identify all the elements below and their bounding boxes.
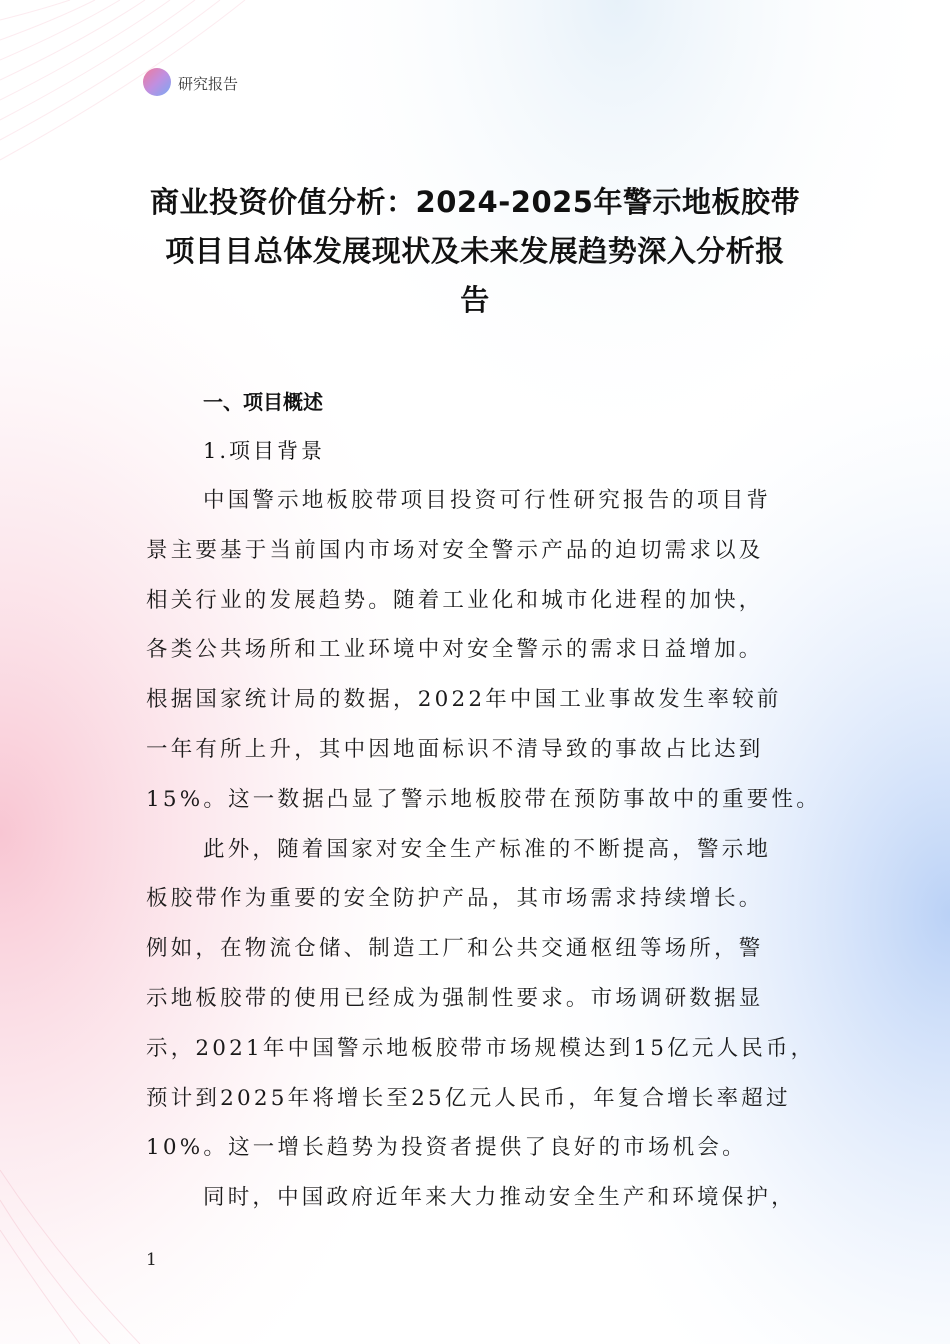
paragraph-line: 同时，中国政府近年来大力推动安全生产和环境保护， [203, 1185, 796, 1211]
title-line: 项目目总体发展现状及未来发展趋势深入分析报 [165, 234, 785, 268]
paragraph-line: 根据国家统计局的数据，2022年中国工业事故发生率较前 [146, 687, 782, 713]
paragraph-line: 中国警示地板胶带项目投资可行性研究报告的项目背 [203, 488, 772, 513]
paragraph-line: 板胶带作为重要的安全防护产品，其市场需求持续增长。 [146, 886, 764, 912]
paragraph-line: 景主要基于当前国内市场对安全警示产品的迫切需求以及 [146, 537, 764, 563]
report-logo-icon [143, 68, 171, 96]
title-line: 告 [460, 283, 490, 317]
body-text [146, 476, 826, 1223]
subsection-heading: 1.项目背景 [203, 439, 326, 463]
document-title [130, 178, 820, 325]
paragraph-line: 一年有所上升，其中因地面标识不清导致的事故占比达到 [146, 736, 764, 762]
paragraph-line: 各类公共场所和工业环境中对安全警示的需求日益增加。 [146, 637, 764, 663]
title-line: 商业投资价值分析：2024-2025年警示地板胶带 [150, 185, 800, 219]
paragraph-line: 例如，在物流仓储、制造工厂和公共交通枢纽等场所，警 [146, 936, 764, 962]
paragraph-line: 此外，随着国家对安全生产标准的不断提高，警示地 [203, 836, 772, 862]
report-logo-label: 研究报告 [178, 75, 239, 93]
page-number: 1 [146, 1250, 157, 1270]
section-heading: 一、项目概述 [203, 390, 323, 414]
paragraph-line: 10%。这一增长趋势为投资者提供了良好的市场机会。 [146, 1135, 747, 1161]
paragraph-line: 相关行业的发展趋势。随着工业化和城市化进程的加快， [146, 587, 764, 613]
paragraph-line: 示，2021年中国警示地板胶带市场规模达到15亿元人民币， [146, 1035, 816, 1061]
paragraph-line: 15%。这一数据凸显了警示地板胶带在预防事故中的重要性。 [146, 786, 821, 812]
paragraph-line: 预计到2025年将增长至25亿元人民币，年复合增长率超过 [146, 1085, 791, 1111]
paragraph-line: 示地板胶带的使用已经成为强制性要求。市场调研数据显 [146, 985, 764, 1011]
